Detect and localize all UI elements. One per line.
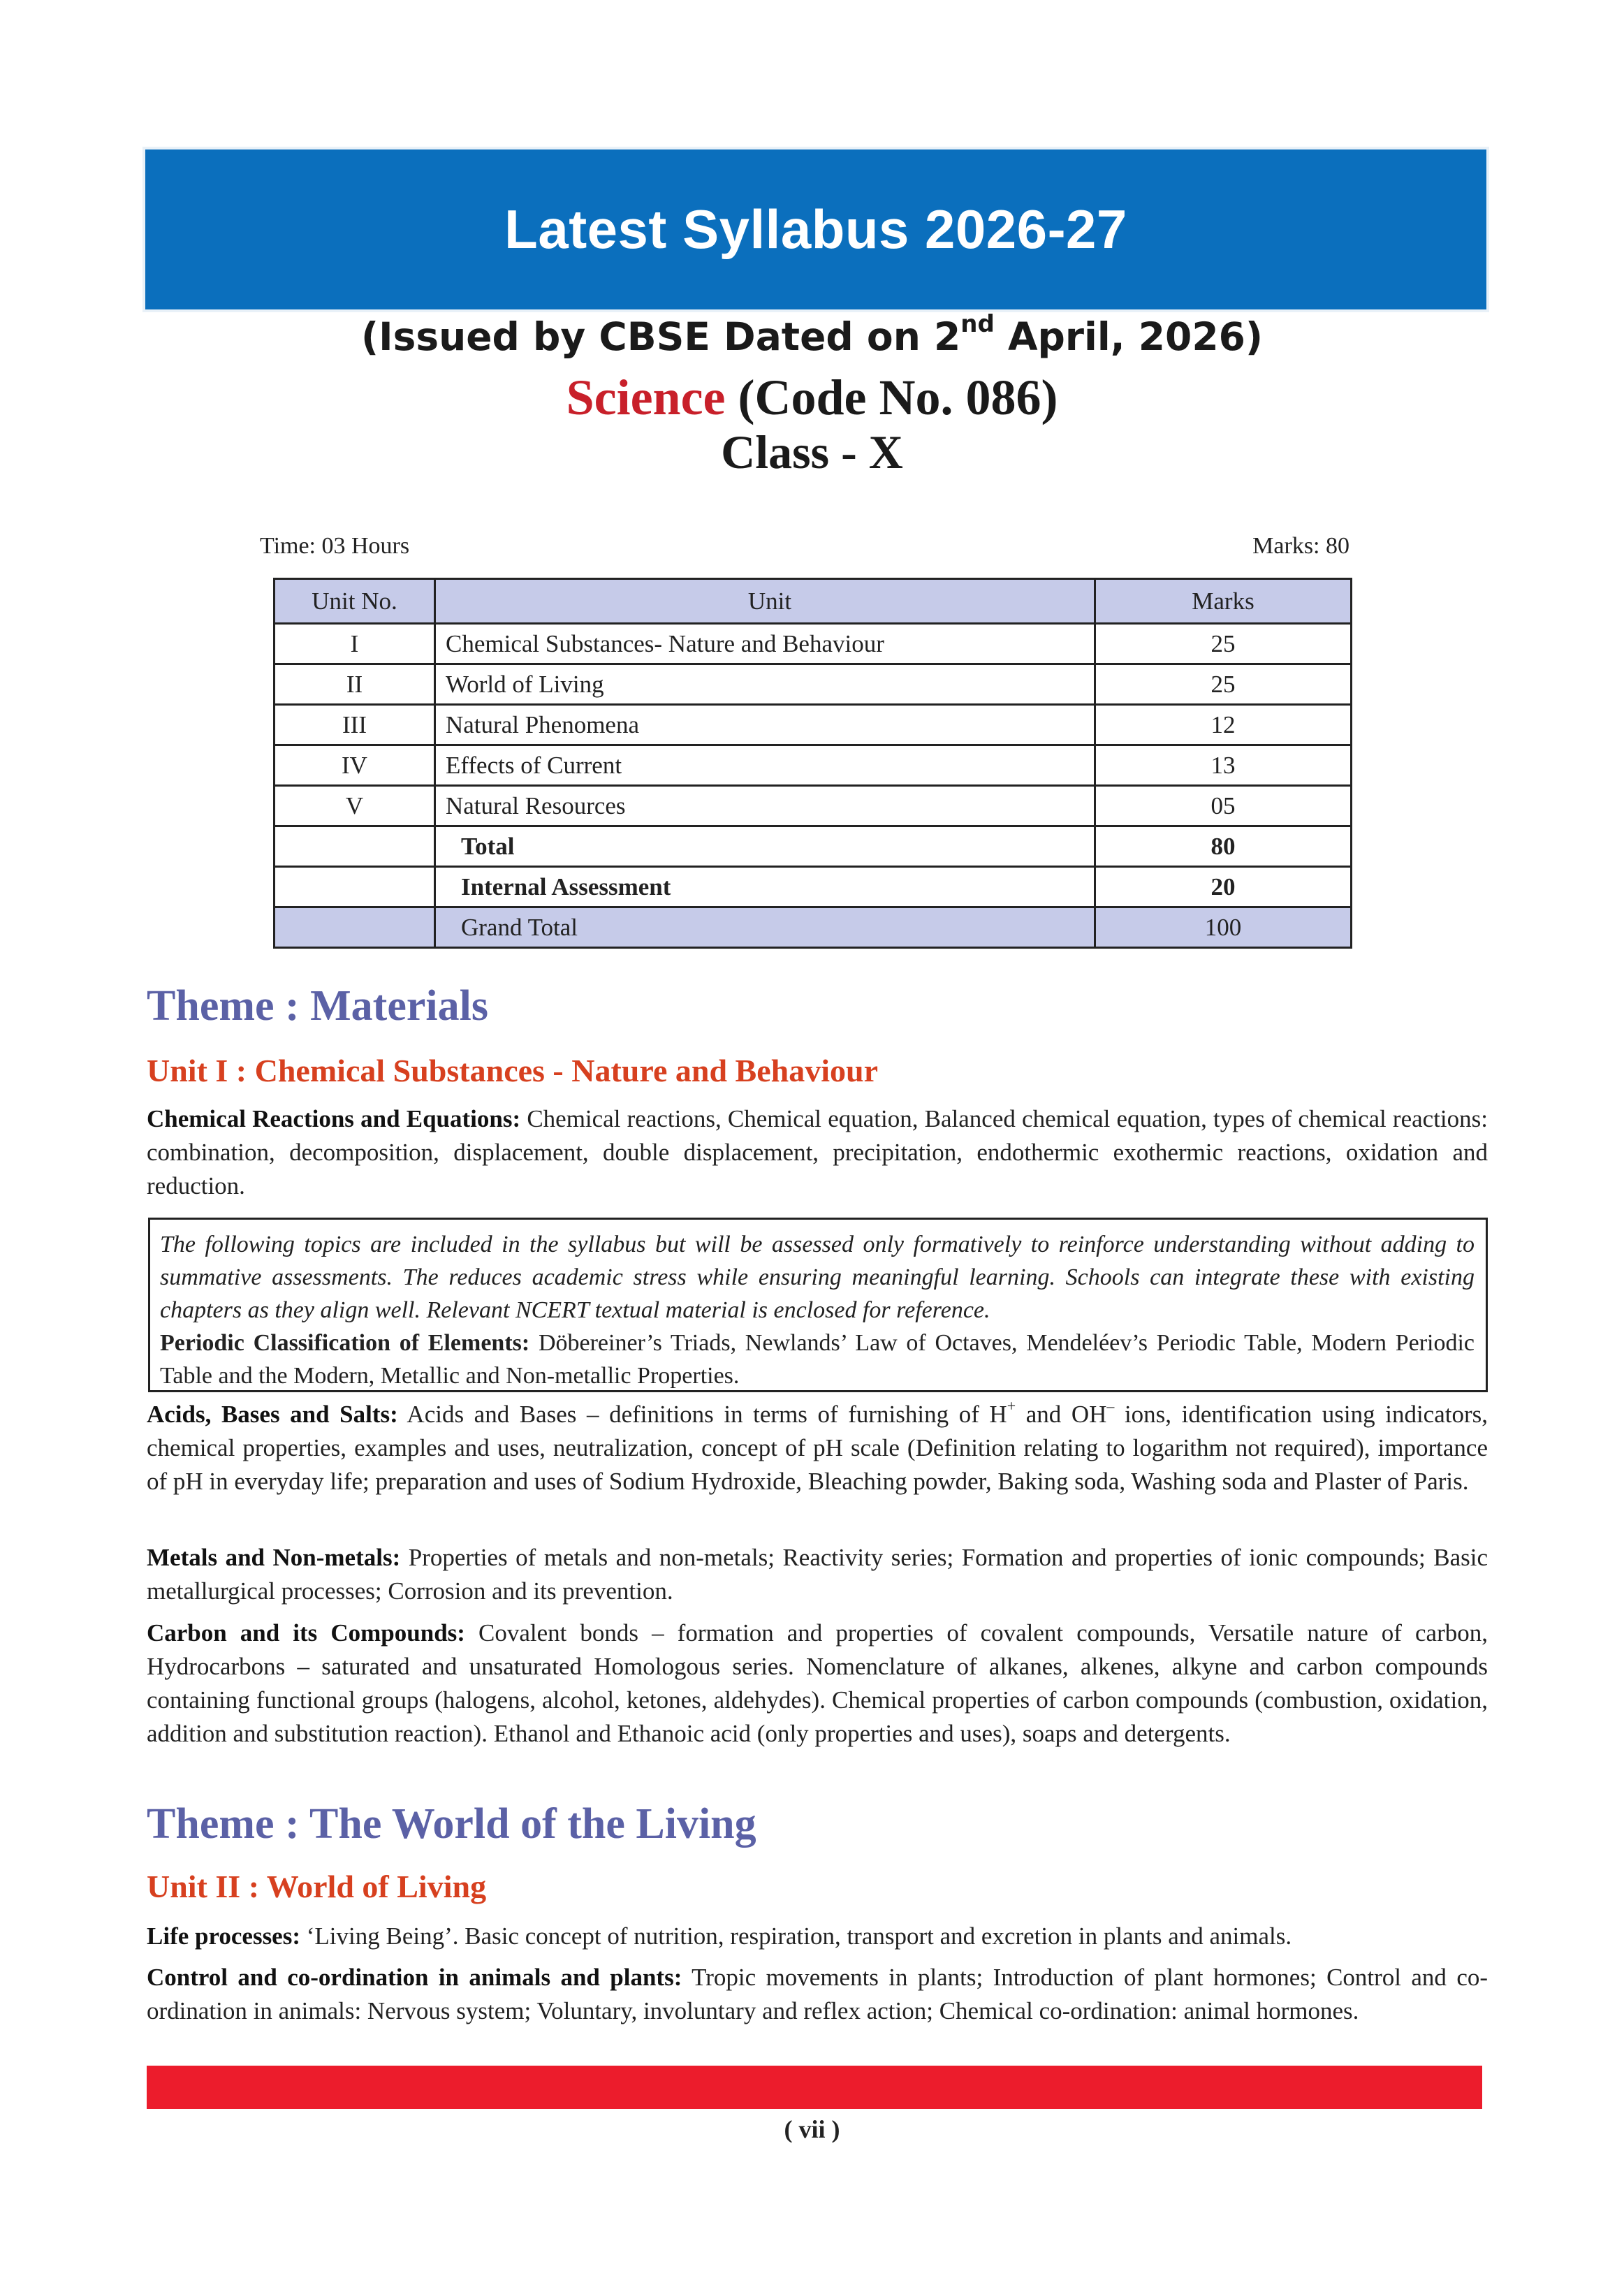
table-row: [275, 664, 1352, 705]
issued-prefix: (Issued by CBSE Dated on 2: [361, 314, 961, 359]
exam-marks: Marks: 80: [1252, 533, 1349, 559]
table-row: [275, 786, 1352, 826]
paragraph-label: Carbon and its Compounds:: [147, 1619, 465, 1647]
banner-title: Latest Syllabus 2026-27: [504, 198, 1127, 260]
issued-suffix: April, 2026): [994, 314, 1263, 359]
paragraph-text: and OH: [1016, 1401, 1107, 1428]
header-unit: Unit: [435, 579, 1095, 624]
grand-total-label: Grand Total: [435, 907, 1095, 948]
paragraph-carbon: [147, 1616, 1488, 1751]
theme-heading: Theme : Materials: [147, 982, 488, 1030]
note-text: Döbereiner’s Triads, Newlands’ Law of Octaves, Mendeléev’s Periodic Table, Modern Periodic Table and the Modern, Metallic and Non-metallic Properties.: [160, 1330, 1475, 1389]
table-row: [275, 705, 1352, 745]
paragraph-text: ‘Living Being’. Basic concept of nutrition, respiration, transport and excretion in plants and animals.: [300, 1922, 1292, 1950]
note-italic: The following topics are included in the syllabus but will be assessed only formatively to reinforce understanding without adding to summative assessments. The reduces academic stress while ensuring meaningful learning. Schools can integrate these with existing chapters as they align well. Relevant NCERT textual material is enclosed for reference.: [160, 1232, 1475, 1323]
exam-info: [260, 533, 1349, 560]
paragraph-text: Properties of metals and non-metals; Reactivity series; Formation and properties of ionic compounds; Basic metallurgical processes; Corrosion and its prevention.: [147, 1544, 1488, 1605]
paragraph-metals: [147, 1541, 1488, 1608]
unit-name-cell: Effects of Current: [435, 745, 1095, 786]
subject-name: Science: [566, 370, 726, 425]
unit-name-cell: World of Living: [435, 664, 1095, 705]
paragraph-label: Metals and Non-metals:: [147, 1544, 401, 1571]
paragraph-control: [147, 1961, 1488, 2028]
paragraph-text: ions, identification using indicators, chemical properties, examples and uses, neutralization, concept of pH scale (Definition relating to logarithm not required), importance of pH in everyday life; preparation and uses of Sodium Hydroxide, Bleaching powder, Baking soda, Washing soda and Plaster of Paris.: [147, 1401, 1488, 1495]
empty-cell: [275, 907, 435, 948]
table-row: [275, 624, 1352, 664]
empty-cell: [275, 826, 435, 867]
unit-name-cell: Natural Phenomena: [435, 705, 1095, 745]
internal-assessment-row: [275, 867, 1352, 907]
total-label: Total: [435, 826, 1095, 867]
header-marks: Marks: [1095, 579, 1352, 624]
issued-line: [0, 310, 1624, 359]
unit-marks-cell: 05: [1095, 786, 1352, 826]
page-number: ( vii ): [784, 2115, 840, 2143]
unit-name-cell: Chemical Substances- Nature and Behaviour: [435, 624, 1095, 664]
theme-heading: Theme : The World of the Living: [147, 1800, 756, 1848]
empty-cell: [275, 867, 435, 907]
unit-no-cell: I: [275, 624, 435, 664]
exam-time: Time: 03 Hours: [260, 533, 410, 559]
unit-no-cell: IV: [275, 745, 435, 786]
paragraph-text: Covalent bonds – formation and properties of covalent compounds, Versatile nature of carbon, Hydrocarbons – saturated and unsaturated Homologous series. Nomenclature of alkanes, alkenes, alkyne and carbon compounds containing functional groups (halogens, alcohol, ketones, aldehydes). Chemical properties of carbon compounds (combustion, oxidation, addition and substitution reaction). Ethanol and Ethanoic acid (only properties and uses), soaps and detergents.: [147, 1619, 1488, 1747]
unit-name-cell: Natural Resources: [435, 786, 1095, 826]
marks-table: [273, 578, 1352, 949]
paragraph-label: Life processes:: [147, 1922, 300, 1950]
header-unit-no: Unit No.: [275, 579, 435, 624]
paragraph-life-processes: [147, 1920, 1488, 1953]
total-row: [275, 826, 1352, 867]
paragraph-label: Acids, Bases and Salts:: [147, 1401, 398, 1428]
note-label: Periodic Classification of Elements:: [160, 1330, 530, 1356]
unit-marks-cell: 12: [1095, 705, 1352, 745]
paragraph-text: Acids and Bases – definitions in terms of furnishing of H: [397, 1401, 1007, 1428]
unit-no-cell: III: [275, 705, 435, 745]
title-banner: [145, 149, 1486, 309]
unit-heading: Unit I : Chemical Substances - Nature and Behaviour: [147, 1053, 878, 1088]
grand-total-row: [275, 907, 1352, 948]
paragraph-chemical-reactions: [147, 1102, 1488, 1203]
ion-charge: –: [1106, 1397, 1115, 1415]
paragraph-text: Tropic movements in plants; Introduction of plant hormones; Control and co-ordination in animals: Nervous system; Voluntary, involuntary and reflex action; Chemical co-ordination: animal hormones.: [147, 1964, 1488, 2024]
paragraph-label: Chemical Reactions and Equations:: [147, 1105, 521, 1132]
subject-code: (Code No. 086): [725, 370, 1058, 425]
subject-line: [0, 370, 1624, 425]
internal-assessment-label: Internal Assessment: [435, 867, 1095, 907]
table-header-row: [275, 579, 1352, 624]
unit-marks-cell: 13: [1095, 745, 1352, 786]
footer-bar: [147, 2066, 1482, 2109]
ion-charge: +: [1007, 1397, 1016, 1415]
issued-sup: nd: [960, 310, 995, 338]
total-marks: 80: [1095, 826, 1352, 867]
unit-no-cell: II: [275, 664, 435, 705]
formative-note-box: [148, 1218, 1488, 1392]
unit-marks-cell: 25: [1095, 624, 1352, 664]
table-row: [275, 745, 1352, 786]
unit-heading: Unit II : World of Living: [147, 1869, 487, 1904]
unit-no-cell: V: [275, 786, 435, 826]
paragraph-acids-bases: [147, 1398, 1488, 1498]
paragraph-label: Control and co-ordination in animals and plants:: [147, 1964, 682, 1991]
unit-marks-cell: 25: [1095, 664, 1352, 705]
internal-assessment-marks: 20: [1095, 867, 1352, 907]
paragraph-text: Chemical reactions, Chemical equation, Balanced chemical equation, types of chemical reactions: combination, decomposition, displacement, double displacement, precipitation, endothermic exothermic reactions, oxidation and reduction.: [147, 1105, 1488, 1199]
grand-total-marks: 100: [1095, 907, 1352, 948]
class-title: Class - X: [721, 425, 903, 479]
